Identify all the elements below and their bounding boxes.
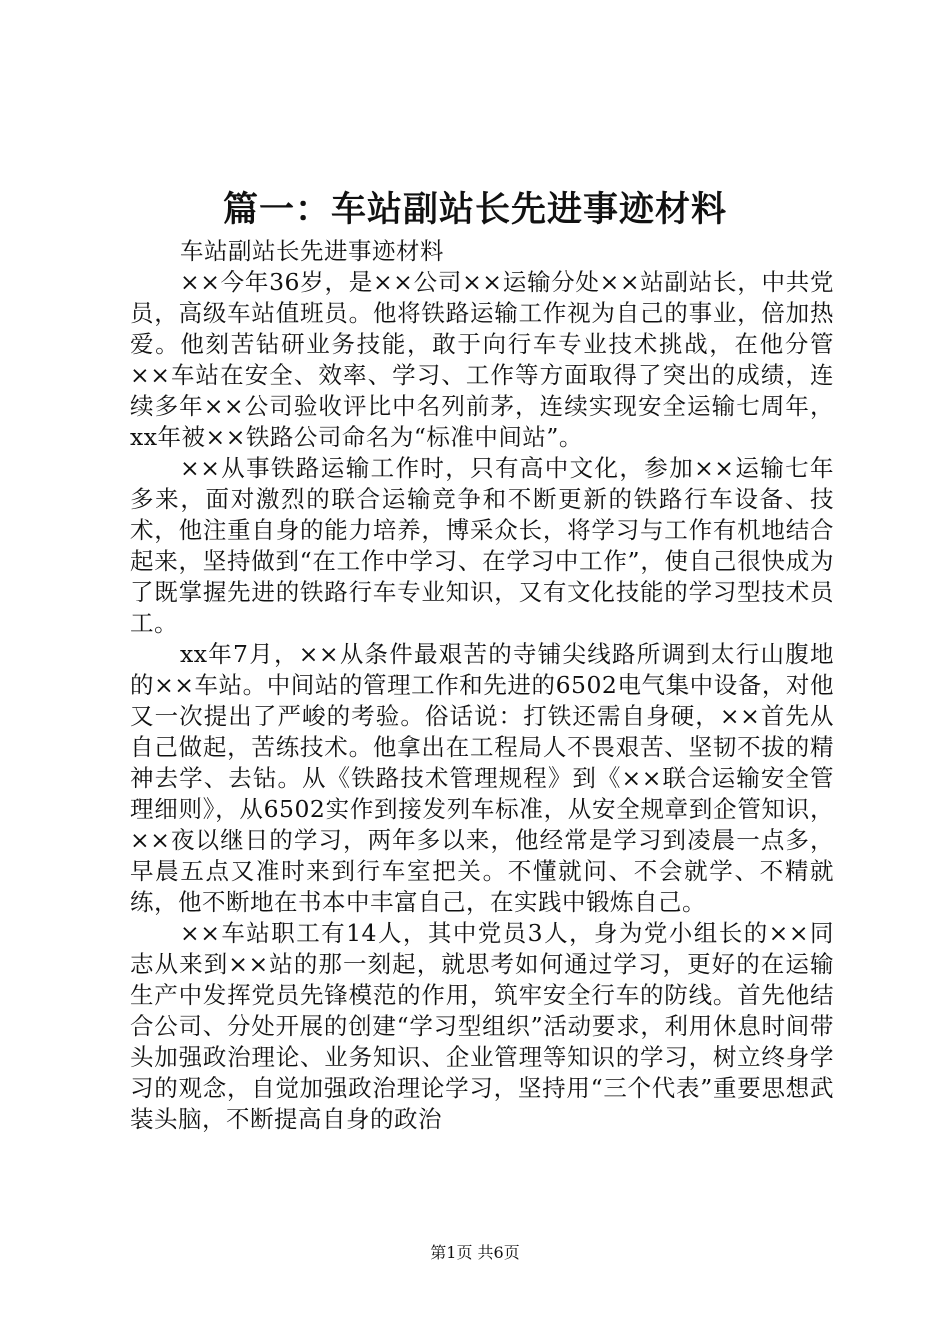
paragraph: xx年7月，××从条件最艰苦的寺铺尖线路所调到太行山腹地的××车站。中间站的管理工作和先进的6502电气集中设备，对他又一次提出了严峻的考验。俗话说：打铁还需自身硬，××首先从自己做起，苦练技术。他拿出在工程局人不畏艰苦、坚韧不拔的精神去学、去钻。从《铁路技术管理规程》到《××联合运输安全管理细则》，从6502实作到接发列车标准，从安全规章到企管知识，××夜以继日的学习，两年多以来，他经常是学习到凌晨一点多，早晨五点又准时来到行车室把关。不懂就问、不会就学、不精就练，他不断地在书本中丰富自己，在实践中锻炼自己。: [130, 640, 834, 916]
paragraph-subtitle: 车站副站长先进事迹材料: [180, 237, 444, 265]
paragraph: ××车站职工有14人，其中党员3人，身为党小组长的××同志从来到××站的那一刻起，就思考如何通过学习，更好的在运输生产中发挥党员先锋模范的作用，筑牢安全行车的防线。首先他结合公司、分处开展的创建“学习型组织”活动要求，利用休息时间带头加强政治理论、业务知识、企业管理等知识的学习，树立终身学习的观念，自觉加强政治理论学习，坚持用“三个代表”重要思想武装头脑，不断提高自身的政治: [130, 919, 834, 1133]
paragraph: ××今年36岁，是××公司××运输分处××站副站长，中共党员，高级车站值班员。他将铁路运输工作视为自己的事业，倍加热爱。他刻苦钻研业务技能，敢于向行车专业技术挑战，在他分管××车站在安全、效率、学习、工作等方面取得了突出的成绩，连续多年××公司验收评比中名列前茅，连续实现安全运输七周年，xx年被××铁路公司命名为“标准中间站”。: [130, 268, 834, 451]
document-title: 篇一：车站副站长先进事迹材料: [222, 189, 727, 230]
paragraph: ××从事铁路运输工作时，只有高中文化，参加××运输七年多来，面对激烈的联合运输竞争和不断更新的铁路行车设备、技术，他注重自身的能力培养，博采众长，将学习与工作有机地结合起来，坚持做到“在工作中学习、在学习中工作”，使自己很快成为了既掌握先进的铁路行车专业知识，又有文化技能的学习型技术员工。: [130, 454, 834, 637]
page-number-footer: 第1页 共6页: [430, 1243, 520, 1262]
document-body: [130, 236, 834, 1135]
